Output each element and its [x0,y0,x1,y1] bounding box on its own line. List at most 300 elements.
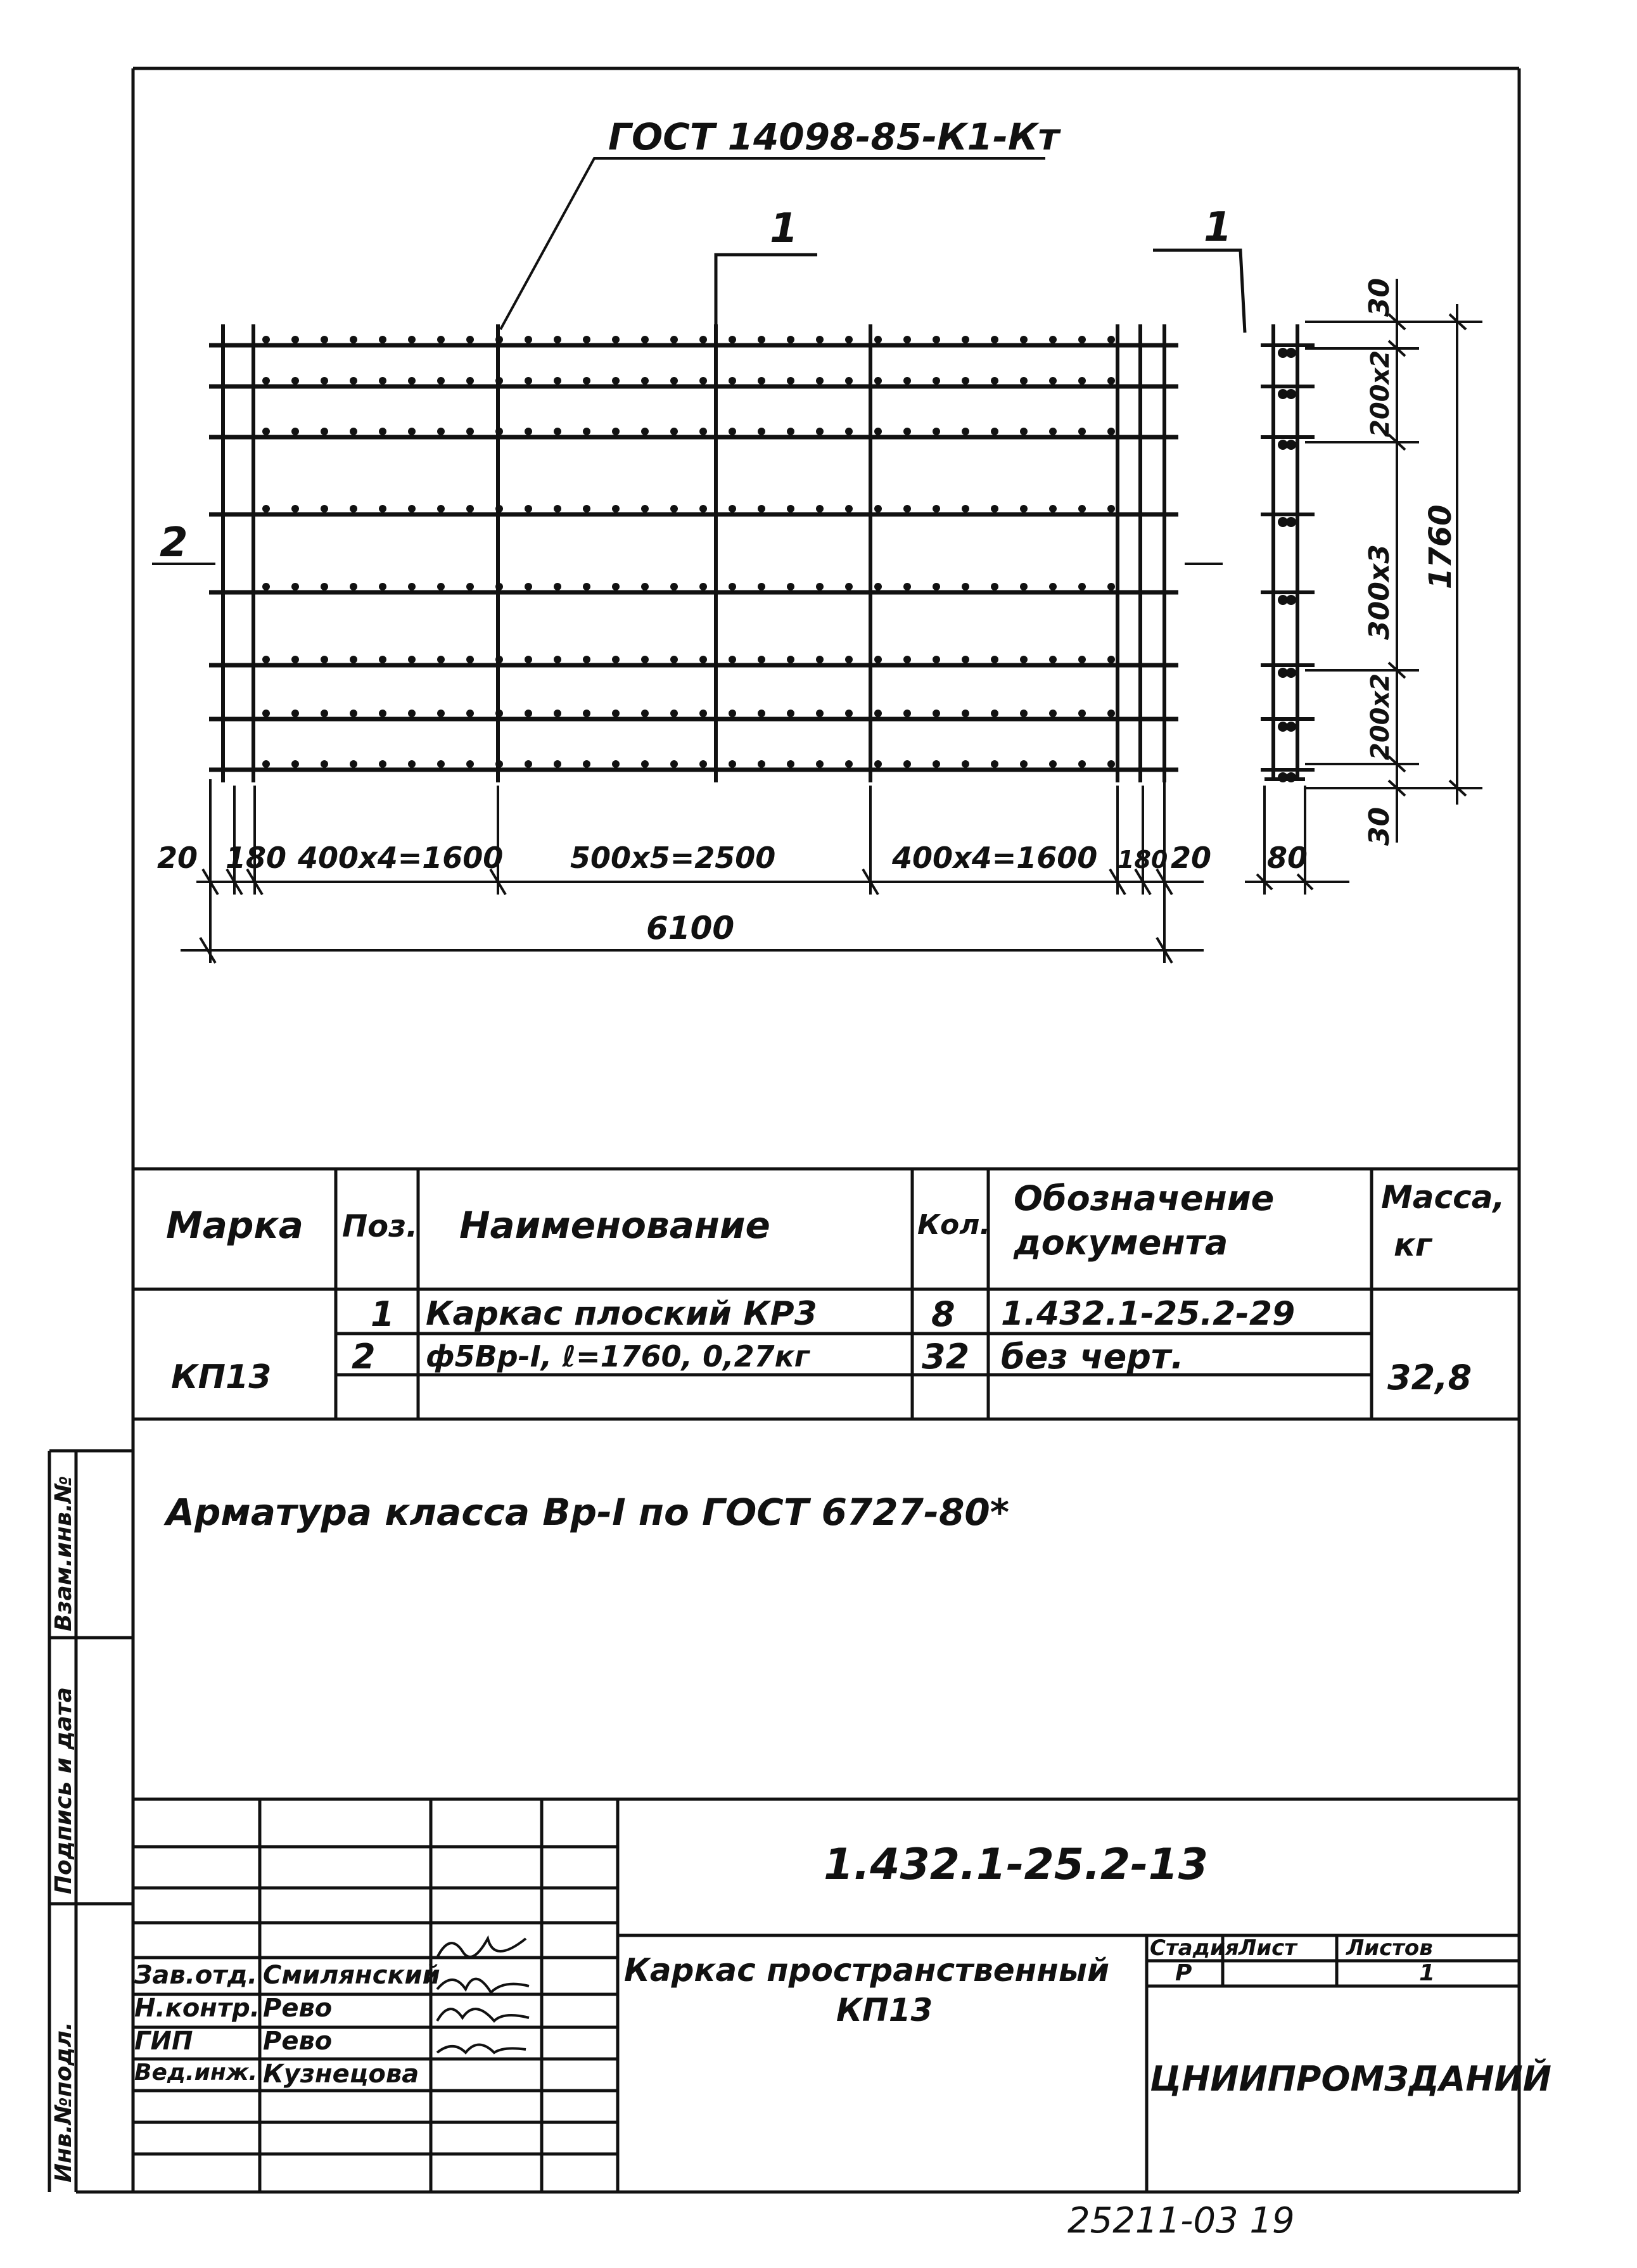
bar-dot [1107,336,1115,343]
bar-dot [670,760,678,768]
section-dot [1286,722,1296,732]
bar-dot [466,428,474,435]
bar-dot [495,710,503,717]
bar-dot [495,428,503,435]
bar-dot [758,336,765,343]
section-dot [1286,440,1296,450]
section-mark-left-label: 1 [770,205,798,252]
row2-poz: 2 [352,1337,376,1377]
bar-dot [641,710,649,717]
org-name: ЦНИИПРОМЗДАНИЙ [1150,2059,1551,2099]
bar-dot [962,505,969,513]
bar-dot [699,656,707,663]
bar-dot [379,428,386,435]
bar-dot [1049,377,1057,385]
bar-dot [262,336,270,343]
cell-mass: 32,8 [1387,1358,1472,1398]
section-mark-right-label: 1 [1204,204,1232,251]
bar-dot [291,583,299,590]
dim-seg-mid: 500х5=2500 [570,841,776,875]
bar-dot [816,336,824,343]
cage-plan [209,324,1178,782]
bar-dot [466,656,474,663]
th-qty: Кол. [917,1209,991,1241]
bar-dot [379,377,386,385]
sec-dim-top30: 30 [1363,277,1396,317]
cell-marka: КП13 [171,1358,272,1396]
bar-dot [1020,336,1028,343]
bar-dot [845,656,853,663]
bar-dot [816,377,824,385]
bar-dot [350,428,357,435]
bar-dot [583,377,590,385]
bar-dot [933,583,940,590]
bar-dot [408,428,416,435]
bar-dot [699,760,707,768]
section-dot [1286,389,1296,399]
bar-dot [729,710,736,717]
bar-dot [816,760,824,768]
bar-dot [1107,583,1115,590]
bar-dot [554,760,561,768]
bar-dot [845,583,853,590]
bar-dot [1107,428,1115,435]
bar-dot [699,377,707,385]
bar-dot [583,428,590,435]
dim-seg-left: 400х4=1600 [298,841,504,875]
bar-dot [670,656,678,663]
bar-dot [729,656,736,663]
row1-qty: 8 [931,1294,955,1334]
sec-dim-width80: 80 [1267,841,1308,875]
bar-dot [1049,760,1057,768]
bar-dot [991,505,998,513]
th-doc-1: Обозначение [1014,1178,1275,1218]
bar-dot [787,505,794,513]
bar-dot [554,583,561,590]
bar-dot [525,656,532,663]
bar-dot [350,760,357,768]
bar-dot [874,710,882,717]
bar-dot [729,505,736,513]
bar-dot [1078,760,1086,768]
bar-dot [495,656,503,663]
bar-dot [670,583,678,590]
bar-dot [962,377,969,385]
bar-dot [554,656,561,663]
bar-dot [1049,583,1057,590]
bar-dot [816,428,824,435]
bar-dot [408,377,416,385]
bar-dot [291,428,299,435]
designation: 1.432.1-25.2-13 [824,1840,1209,1890]
bar-dot [874,760,882,768]
bar-dot [787,583,794,590]
stage-value: Р [1175,1960,1192,1986]
bar-dot [612,710,620,717]
th-name: Наименование [459,1204,770,1247]
bar-dot [525,710,532,717]
bar-dot [787,760,794,768]
bar-dot [321,760,328,768]
bar-dot [1020,656,1028,663]
bar-dot [641,505,649,513]
signer-role-4: Вед.инж. [134,2060,258,2086]
bar-dot [991,656,998,663]
bar-dot [758,505,765,513]
bar-dot [437,656,445,663]
dim-180-right: 180 [1118,846,1168,874]
bar-dot [408,760,416,768]
bar-dot [262,377,270,385]
bar-dot [612,583,620,590]
bar-dot [670,710,678,717]
bar-dot [379,336,386,343]
bar-dot [816,505,824,513]
bar-dot [291,656,299,663]
bar-dot [466,377,474,385]
bar-dot [1107,505,1115,513]
bar-dot [787,336,794,343]
th-poz: Поз. [342,1209,418,1244]
bar-dot [845,710,853,717]
bar-dot [991,377,998,385]
bar-dot [1049,656,1057,663]
sheets-value: 1 [1419,1960,1436,1986]
bar-dot [699,710,707,717]
bar-dot [554,428,561,435]
bar-dot [350,336,357,343]
bar-dot [758,377,765,385]
signer-name-4: Кузнецова [263,2060,419,2089]
bar-dot [641,583,649,590]
bar-dot [466,583,474,590]
bar-dot [437,710,445,717]
bar-dot [554,336,561,343]
bar-dot [612,760,620,768]
bar-dot [1107,760,1115,768]
bar-dot [583,583,590,590]
bar-dot [933,505,940,513]
bar-dot [641,428,649,435]
bar-dot [321,377,328,385]
bar-dot [874,336,882,343]
bar-dot [1020,428,1028,435]
bar-dot [874,656,882,663]
bar-dot [641,760,649,768]
bar-dot [437,583,445,590]
bar-dot [787,428,794,435]
bar-dot [495,377,503,385]
bar-dot [699,428,707,435]
bar-dot [291,336,299,343]
title-line1: Каркас пространственный [624,1952,1110,1989]
bar-dot [933,428,940,435]
bar-dot [903,760,911,768]
bar-dot [525,336,532,343]
signer-role-2: Н.контр. [134,1994,260,2023]
bar-dot [816,656,824,663]
signer-name-1: Смилянский [263,1961,440,1990]
bar-dot [874,377,882,385]
bar-dot [554,377,561,385]
bar-dot [321,428,328,435]
dim-total: 6100 [646,910,735,946]
bar-dot [845,377,853,385]
spec-table-grid [133,1169,1519,1419]
bar-dot [699,336,707,343]
bar-dot [641,377,649,385]
bar-dot [729,428,736,435]
cage-section [1261,324,1315,782]
section-dot [1286,348,1296,358]
bar-dot [466,336,474,343]
bar-dot [350,377,357,385]
dim-seg-right: 400х4=1600 [892,841,1098,875]
bar-dot [262,710,270,717]
bar-dot [1078,428,1086,435]
th-mass-2: кг [1394,1226,1432,1263]
bar-dot [350,505,357,513]
bar-dot [874,583,882,590]
bar-dot [583,656,590,663]
bar-dot [379,760,386,768]
bar-dot [1107,377,1115,385]
bar-dot [1049,428,1057,435]
bar-dot [933,377,940,385]
bar-dot [262,656,270,663]
bar-dot [641,656,649,663]
bar-dot [1049,336,1057,343]
bar-dot [437,428,445,435]
side-stamp-inv-podl: Инв.№подл. [51,2022,77,2182]
bar-dot [291,760,299,768]
bar-dot [1078,656,1086,663]
signer-name-3: Рево [263,2027,333,2056]
bar-dot [670,428,678,435]
bar-dot [612,377,620,385]
bar-dot [408,336,416,343]
side-stamp-vzam: Взам.инв.№ [51,1475,77,1631]
bar-dot [321,583,328,590]
bar-dot [1078,336,1086,343]
bar-dot [583,505,590,513]
bar-dot [291,505,299,513]
bar-dot [991,428,998,435]
bar-dot [291,377,299,385]
bar-dot [583,760,590,768]
bar-dot [612,428,620,435]
bar-dot [321,710,328,717]
bar-dot [379,710,386,717]
bar-dot [321,336,328,343]
section-dot [1286,668,1296,678]
bar-dot [1020,710,1028,717]
stage-label: Стадия [1150,1935,1239,1961]
bar-dot [437,760,445,768]
section-mark-right [1153,250,1245,333]
bar-dot [903,336,911,343]
bar-dot [962,583,969,590]
bar-dot [962,428,969,435]
bar-dot [583,710,590,717]
bar-dot [933,760,940,768]
th-marka: Марка [166,1204,303,1247]
section-dot [1286,772,1296,782]
dim-180-left: 180 [226,841,287,875]
bar-dot [991,336,998,343]
bar-dot [1107,710,1115,717]
bar-dot [1078,377,1086,385]
bar-dot [554,710,561,717]
bar-dot [641,336,649,343]
footer-code: 25211-03 19 [1067,2200,1295,2241]
leader-label: ГОСТ 14098-85-К1-Кт [608,115,1060,158]
bar-dot [1078,583,1086,590]
bar-dot [933,336,940,343]
bar-dot [962,336,969,343]
bar-dot [466,760,474,768]
th-doc-2: документа [1014,1223,1228,1263]
bar-dot [525,760,532,768]
section-dot [1286,595,1296,605]
bar-dot [525,583,532,590]
row1-name: Каркас плоский КР3 [426,1295,817,1333]
bar-dot [903,377,911,385]
bar-dot [495,583,503,590]
bar-dot [991,583,998,590]
bar-dot [962,760,969,768]
bar-dot [612,505,620,513]
bar-dot [845,760,853,768]
bar-dot [321,505,328,513]
section-dot [1286,517,1296,527]
bar-dot [933,710,940,717]
bar-dot [670,336,678,343]
bar-dot [903,583,911,590]
signer-role-3: ГИП [134,2027,193,2056]
bar-dot [758,428,765,435]
bar-dot [1020,505,1028,513]
bar-dot [350,710,357,717]
bar-dot [262,583,270,590]
sheet-label: Лист [1239,1935,1297,1961]
bar-dot [612,336,620,343]
bar-dot [379,656,386,663]
bar-dot [1020,583,1028,590]
bar-dot [991,710,998,717]
row2-name: ф5Вр-I, ℓ=1760, 0,27кг [426,1339,810,1373]
bar-dot [1049,505,1057,513]
bar-dot [1049,710,1057,717]
section-mark-left [716,255,817,333]
bar-dot [933,656,940,663]
bar-dot [291,710,299,717]
row-mark-label: 2 [160,519,188,566]
bar-dot [903,428,911,435]
bar-dot [1020,377,1028,385]
sec-dim-200x2-bot: 200х2 [1366,673,1395,760]
bar-dot [1107,656,1115,663]
bar-dot [437,336,445,343]
bar-dot [874,505,882,513]
bar-dot [525,428,532,435]
bar-dot [845,428,853,435]
bar-dot [991,760,998,768]
bar-dot [408,583,416,590]
sec-dim-200x2-top: 200х2 [1366,350,1395,437]
bar-dot [1020,760,1028,768]
bar-dot [729,760,736,768]
bar-dot [729,336,736,343]
bar-dot [903,710,911,717]
bar-dot [262,505,270,513]
bar-dot [525,505,532,513]
bar-dot [962,656,969,663]
bar-dot [466,710,474,717]
bar-dot [495,760,503,768]
bar-dot [699,505,707,513]
bar-dot [495,336,503,343]
bar-dot [816,710,824,717]
row1-doc: 1.432.1-25.2-29 [1001,1295,1296,1333]
bar-dot [816,583,824,590]
bar-dot [379,505,386,513]
bar-dot [758,710,765,717]
bar-dot [379,583,386,590]
bar-dot [350,656,357,663]
bar-dot [525,377,532,385]
bar-dot [670,505,678,513]
bar-dot [350,583,357,590]
bar-dot [787,656,794,663]
bar-dot [729,377,736,385]
bar-dot [758,760,765,768]
bar-dot [874,428,882,435]
bar-dot [903,505,911,513]
sec-dim-bot30: 30 [1363,806,1396,846]
bar-dot [729,583,736,590]
bar-dot [787,377,794,385]
bar-dot [408,710,416,717]
bar-dot [437,505,445,513]
bar-dot [554,505,561,513]
bar-dot [408,505,416,513]
bar-dot [583,336,590,343]
bar-dot [903,656,911,663]
sec-dim-300x3: 300х3 [1363,544,1396,640]
bar-dot [758,656,765,663]
bar-dot [321,656,328,663]
bar-dot [845,505,853,513]
bar-dot [962,710,969,717]
note-text: Арматура класса Вр-I по ГОСТ 6727-80* [166,1491,1010,1534]
dim-20-left: 20 [157,841,198,875]
bar-dot [670,377,678,385]
dim-20-right: 20 [1171,841,1212,875]
signer-name-2: Рево [263,1994,333,2023]
bar-dot [262,760,270,768]
bar-dot [495,505,503,513]
row2-qty: 32 [922,1337,970,1377]
bar-dot [408,656,416,663]
row1-poz: 1 [371,1294,395,1334]
th-mass-1: Масса, [1381,1179,1505,1216]
side-stamp-podpis: Подпись и дата [51,1687,77,1894]
sec-dim-height: 1760 [1423,504,1458,589]
signer-role-1: Зав.отд. [134,1961,258,1990]
bar-dot [262,428,270,435]
